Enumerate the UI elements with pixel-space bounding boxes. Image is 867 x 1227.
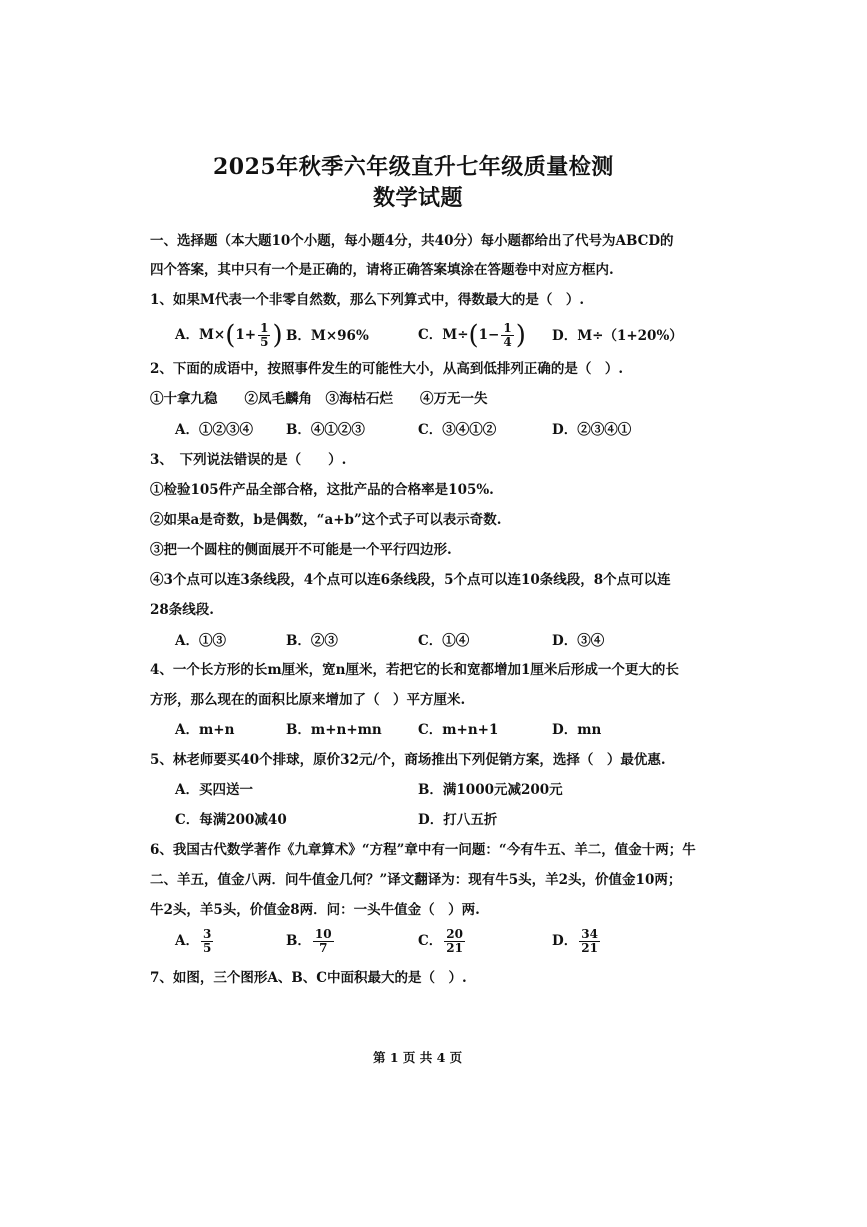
- q2-option-c: C．③④①②: [418, 422, 497, 438]
- q5-option-b: B．满1000元减200元: [418, 782, 563, 798]
- q1-option-c-fraction: [501, 322, 513, 349]
- q2-option-a: A．①②③④: [175, 422, 253, 438]
- q1-option-a-int: 1+: [235, 327, 257, 343]
- q6-option-b: [286, 928, 336, 955]
- q1-option-c: [418, 322, 526, 349]
- fraction-denominator: 7: [319, 941, 328, 955]
- q3-statement-4-line2: 28条线段.: [150, 602, 214, 618]
- q7-stem: 7、如图，三个图形A、B、C中面积最大的是（ ）.: [150, 970, 467, 986]
- q6-stem-line3: 牛2头，羊5头，价值金8两．问：一头牛值金（ ）两.: [150, 902, 480, 918]
- q4-stem-line1: 4、一个长方形的长m厘米，宽n厘米，若把它的长和宽都增加1厘米后形成一个更大的长: [150, 662, 679, 678]
- fraction-denominator: 4: [503, 335, 512, 349]
- q6-option-a-fraction: [201, 928, 213, 955]
- fraction-numerator: 1: [503, 321, 512, 335]
- left-paren: (: [225, 320, 236, 351]
- q6-option-c: [418, 928, 467, 955]
- fraction-denominator: 21: [446, 941, 463, 955]
- q6-stem-line1: 6、我国古代数学著作《九章算术》“方程”章中有一问题：“今有牛五、羊二，值金十两；牛: [150, 842, 696, 858]
- q5-option-c: C．每满200减40: [175, 812, 287, 828]
- q2-idioms: ①十拿九稳 ②凤毛麟角 ③海枯石烂 ④万无一失: [150, 391, 488, 407]
- right-paren: ): [272, 320, 283, 351]
- q4-option-c: C．m+n+1: [418, 722, 499, 738]
- fraction-denominator: 5: [202, 941, 212, 955]
- q3-option-c: C．①④: [418, 633, 470, 649]
- fraction-numerator: 3: [202, 927, 212, 941]
- q4-option-b: B．m+n+mn: [286, 722, 382, 738]
- q1-stem: 1、如果M代表一个非零自然数，那么下列算式中，得数最大的是（ ）.: [150, 292, 585, 308]
- fraction-numerator: 20: [446, 927, 463, 941]
- q5-option-a: A．买四送一: [175, 782, 253, 798]
- q3-statement-1: ①检验105件产品全部合格，这批产品的合格率是105%.: [150, 482, 494, 498]
- q1-option-a: [175, 322, 283, 349]
- section1-intro-line1: 一、选择题（本大题10个小题，每小题4分，共40分）每小题都给出了代号为ABCD的: [150, 233, 674, 249]
- exam-title-line1: 2025年秋季六年级直升七年级质量检测: [213, 154, 614, 180]
- q3-option-b: B．②③: [286, 633, 338, 649]
- fraction-denominator: 5: [260, 335, 269, 349]
- option-label: D．: [552, 933, 578, 949]
- left-paren: (: [468, 320, 479, 351]
- page-footer: 第 1 页 共 4 页: [373, 1050, 463, 1065]
- fraction-numerator: 34: [581, 927, 598, 941]
- q2-option-b: B．④①②③: [286, 422, 365, 438]
- q2-option-d: D．②③④①: [552, 422, 632, 438]
- q4-option-d: D．mn: [552, 722, 602, 738]
- q6-option-c-fraction: [444, 928, 465, 955]
- q6-stem-line2: 二、羊五，值金八两．问牛值金几何？”译文翻译为：现有牛5头，羊2头，价值金10两；: [150, 872, 682, 888]
- q3-statement-3: ③把一个圆柱的侧面展开不可能是一个平行四边形.: [150, 542, 452, 558]
- option-label: A．: [175, 933, 199, 949]
- q1-option-a-fraction: [258, 322, 270, 349]
- q1-option-a-prefix: A．M×: [175, 327, 226, 343]
- q6-option-d-fraction: [579, 928, 600, 955]
- right-paren: ): [515, 320, 526, 351]
- q3-option-d: D．③④: [552, 633, 605, 649]
- q4-option-a: A．m+n: [175, 722, 235, 738]
- q3-statement-2: ②如果a是奇数，b是偶数，“a+b”这个式子可以表示奇数.: [150, 512, 502, 528]
- q1-option-d: D．M÷（1+20%）: [552, 328, 683, 344]
- q5-option-d: D．打八五折: [418, 812, 498, 828]
- q6-option-b-fraction: [313, 928, 334, 955]
- option-label: C．: [418, 933, 443, 949]
- option-label: B．: [286, 933, 311, 949]
- q2-stem: 2、下面的成语中，按照事件发生的可能性大小，从高到低排列正确的是（ ）.: [150, 361, 624, 377]
- q1-option-c-int: 1−: [478, 327, 500, 343]
- section1-intro-line2: 四个答案，其中只有一个是正确的，请将正确答案填涂在答题卷中对应方框内.: [150, 262, 614, 278]
- q1-option-b: B．M×96%: [286, 328, 369, 344]
- fraction-numerator: 1: [260, 321, 269, 335]
- q6-option-a: [175, 928, 215, 955]
- fraction-numerator: 10: [314, 927, 332, 941]
- q1-option-c-prefix: C．M÷: [418, 327, 469, 343]
- q3-option-a: A．①③: [175, 633, 226, 649]
- q4-stem-line2: 方形，那么现在的面积比原来增加了（ ）平方厘米.: [150, 692, 466, 708]
- q3-statement-4-line1: ④3个点可以连3条线段，4个点可以连6条线段，5个点可以连10条线段，8个点可以连: [150, 572, 671, 588]
- exam-title-line2: 数学试题: [373, 185, 464, 211]
- q3-stem: 3、 下列说法错误的是（ ）.: [150, 452, 347, 468]
- fraction-denominator: 21: [581, 941, 598, 955]
- q6-option-d: [552, 928, 602, 955]
- q5-stem: 5、林老师要买40个排球，原价32元/个，商场推出下列促销方案，选择（ ）最优惠.: [150, 752, 666, 768]
